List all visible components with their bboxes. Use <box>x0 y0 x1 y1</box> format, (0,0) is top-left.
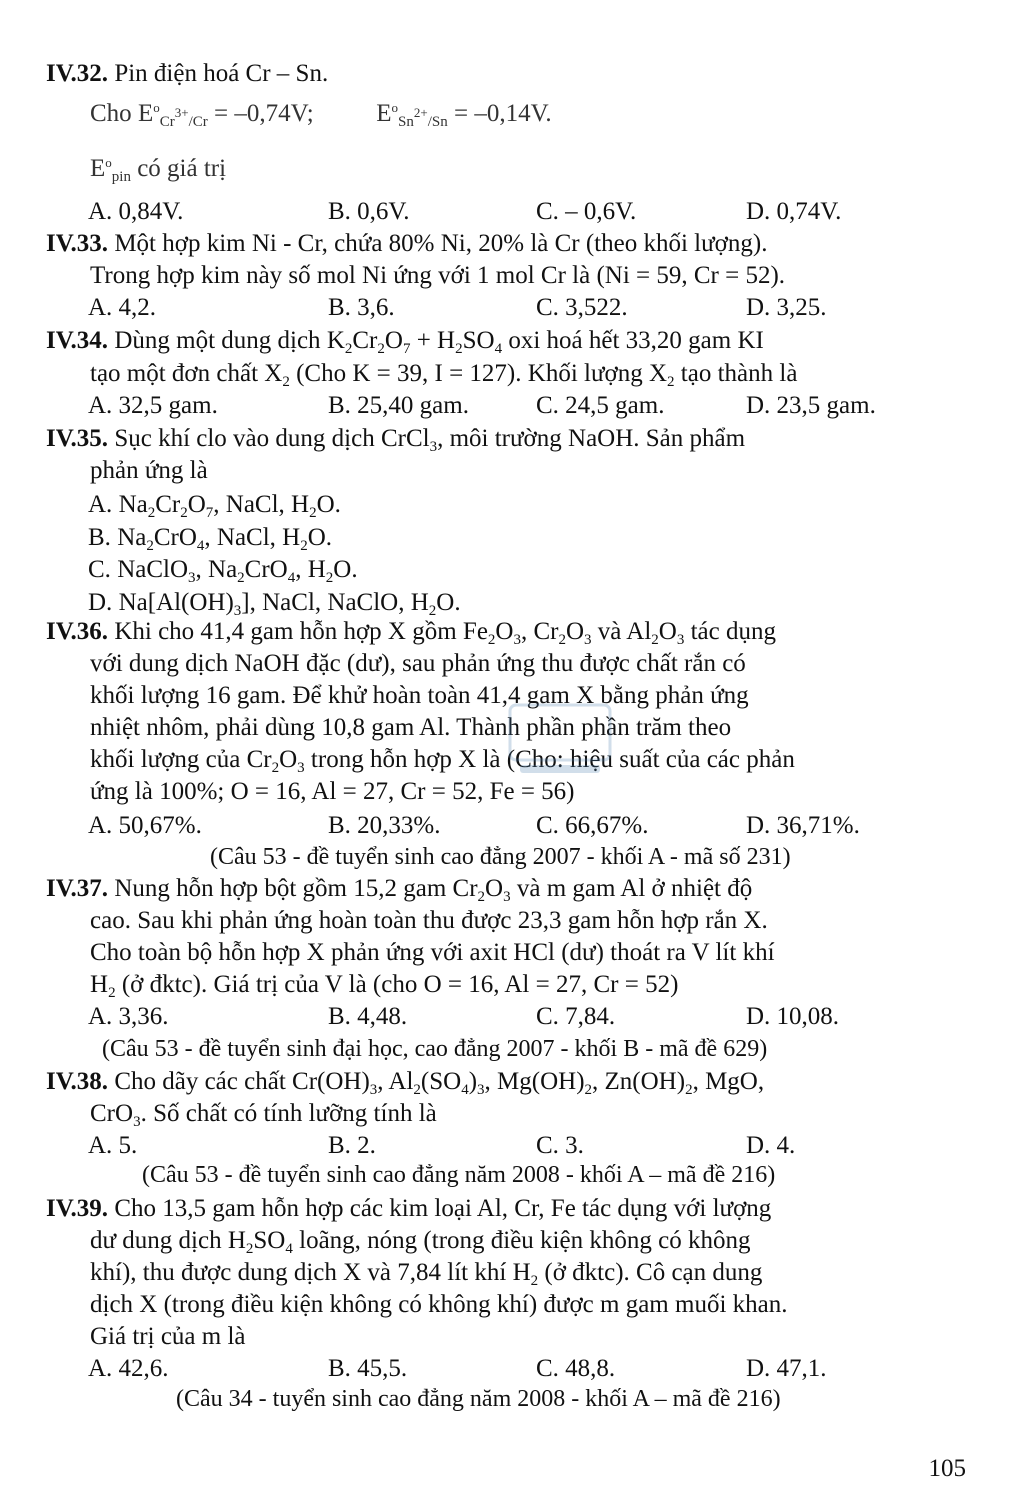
option-a: A. 50,67%. <box>88 812 202 839</box>
option-d: D. 10,08. <box>746 1003 840 1030</box>
question-38-line2: CrO$_3$. Số chất có tính lưỡng tính là <box>90 1100 437 1130</box>
question-38-options <box>88 1132 978 1164</box>
question-37-line4: $H_2$ (ở đktc). Giá trị của V là (cho O = 16, Al = 27, Cr = 52) <box>90 971 679 1001</box>
option-c: C. 48,8. <box>536 1355 616 1382</box>
option-c: C. NaClO$_3$, $Na_2CrO_4$, $H_2O$. <box>88 556 358 586</box>
question-37-line2: cao. Sau khi phản ứng hoàn toàn thu được 23,3 gam hỗn hợp rắn X. <box>90 907 768 934</box>
question-37-line1: IV.37. Nung hỗn hợp bột gồm 15,2 gam $Cr_2O_3$ và m gam Al ở nhiệt độ <box>46 875 753 905</box>
option-c: C. 3. <box>536 1132 584 1159</box>
option-d: D. 3,25. <box>746 294 827 321</box>
question-36-line6: ứng là 100%; O = 16, Al = 27, Cr = 52, Fe = 56) <box>90 778 575 805</box>
question-number: IV.35. <box>46 425 109 452</box>
option-a: A. 32,5 gam. <box>88 392 218 419</box>
question-number: IV.32. <box>46 60 109 87</box>
option-d: D. 36,71%. <box>746 812 860 839</box>
option-d: D. 0,74V. <box>746 198 842 225</box>
question-number: IV.37. <box>46 875 109 902</box>
option-d: D. 23,5 gam. <box>746 392 876 419</box>
question-39-source: (Câu 34 - tuyển sinh cao đẳng năm 2008 - khối A – mã đề 216) <box>176 1386 781 1412</box>
question-34-line1: IV.34. Dùng một dung dịch $K_2Cr_2O_7 + H_2SO_4$ oxi hoá hết 33,20 gam KI <box>46 327 764 357</box>
question-35-options <box>88 489 461 619</box>
question-32-epin: $E^o_{pin}$ có giá trị <box>90 155 227 185</box>
question-32-given: Cho $E^o_{Cr^{3+}/Cr} = -0,74V$; $E^o_{Sn^{2+}/Sn} = -0,14V$. <box>90 100 552 130</box>
question-36-line1: IV.36. Khi cho 41,4 gam hỗn hợp X gồm $Fe_2O_3$, $Cr_2O_3$ và $Al_2O_3$ tác dụng <box>46 618 776 648</box>
question-35-line2: phản ứng là <box>90 457 208 484</box>
watermark-logo-icon <box>505 700 615 780</box>
question-39-options <box>88 1355 978 1387</box>
option-b: B. $Na_2CrO_4$, NaCl, $H_2O$. <box>88 523 333 554</box>
option-c: C. 7,84. <box>536 1003 616 1030</box>
question-39-line3: khí), thu được dung dịch X và 7,84 lít khí $H_2$ (ở đktc). Cô cạn dung <box>90 1259 763 1289</box>
question-36-line2: với dung dịch NaOH đặc (dư), sau phản ứng thu được chất rắn có <box>90 650 746 677</box>
option-a: A. 42,6. <box>88 1355 169 1382</box>
option-b: B. 20,33%. <box>328 812 441 839</box>
question-36-line3: khối lượng 16 gam. Để khử hoàn toàn 41,4 gam X bằng phản ứng <box>90 682 749 709</box>
question-33-options <box>88 294 978 326</box>
page-number: 105 <box>928 1455 966 1482</box>
option-a: A. 0,84V. <box>88 198 184 225</box>
option-c: C. 24,5 gam. <box>536 392 665 419</box>
question-32-options <box>88 198 978 230</box>
option-d: D. 4. <box>746 1132 796 1159</box>
question-38-line1: IV.38. Cho dãy các chất $Cr(OH)_3$, $Al_2(SO_4)_3$, $Mg(OH)_2$, $Zn(OH)_2$, MgO, <box>46 1068 765 1098</box>
option-a: A. 5. <box>88 1132 138 1159</box>
option-b: B. 45,5. <box>328 1355 408 1382</box>
question-33-line2: Trong hợp kim này số mol Ni ứng với 1 mol Cr là (Ni = 59, Cr = 52). <box>90 262 786 289</box>
option-b: B. 3,6. <box>328 294 395 321</box>
question-32-title: IV.32. Pin điện hoá Cr – Sn. <box>46 60 329 87</box>
option-b: B. 4,48. <box>328 1003 408 1030</box>
question-39-line2: dư dung dịch $H_2SO_4$ loãng, nóng (trong điều kiện không có không <box>90 1227 751 1257</box>
question-36-source: (Câu 53 - đề tuyển sinh cao đẳng 2007 - khối A - mã số 231) <box>210 844 791 870</box>
question-36-line5: khối lượng của $Cr_2O_3$ trong hỗn hợp X là (Cho: hiệu suất của các phản <box>90 746 795 776</box>
option-b: B. 2. <box>328 1132 376 1159</box>
question-35-line1: IV.35. Sục khí clo vào dung dịch CrCl$_3$, môi trường NaOH. Sản phẩm <box>46 425 746 455</box>
question-34-line2: tạo một đơn chất $X_2$ (Cho K = 39, I = 127). Khối lượng $X_2$ tạo thành là <box>90 360 798 390</box>
option-b: B. 25,40 gam. <box>328 392 469 419</box>
question-33-line1: IV.33. Một hợp kim Ni - Cr, chứa 80% Ni, 20% là Cr (theo khối lượng). <box>46 230 768 257</box>
option-c: C. 3,522. <box>536 294 628 321</box>
question-37-line3: Cho toàn bộ hỗn hợp X phản ứng với axit HCl (dư) thoát ra V lít khí <box>90 939 775 966</box>
question-39-line5: Giá trị của m là <box>90 1323 246 1350</box>
question-37-source: (Câu 53 - đề tuyển sinh đại học, cao đẳng 2007 - khối B - mã đề 629) <box>102 1036 768 1062</box>
question-36-options <box>88 812 978 844</box>
option-a: A. $Na_2Cr_2O_7$, NaCl, $H_2O$. <box>88 491 341 521</box>
option-a: A. 4,2. <box>88 294 157 321</box>
option-d: D. $Na[Al(OH)_3]$, NaCl, NaClO, $H_2O$. <box>88 588 461 619</box>
question-38-source: (Câu 53 - đề tuyển sinh cao đẳng năm 2008 - khối A – mã đề 216) <box>142 1162 776 1188</box>
option-c: C. – 0,6V. <box>536 198 637 225</box>
option-b: B. 0,6V. <box>328 198 410 225</box>
option-c: C. 66,67%. <box>536 812 649 839</box>
question-37-options <box>88 1003 978 1035</box>
option-d: D. 47,1. <box>746 1355 827 1382</box>
question-number: IV.33. <box>46 230 109 257</box>
question-number: IV.36. <box>46 618 109 645</box>
question-39-line4: dịch X (trong điều kiện không có không khí) được m gam muối khan. <box>90 1291 788 1318</box>
question-36-line4: nhiệt nhôm, phải dùng 10,8 gam Al. Thành phần phần trăm theo <box>90 714 732 741</box>
option-a: A. 3,36. <box>88 1003 169 1030</box>
question-34-options <box>88 392 978 424</box>
question-number: IV.39. <box>46 1195 109 1222</box>
question-number: IV.38. <box>46 1068 109 1095</box>
question-39-line1: IV.39. Cho 13,5 gam hỗn hợp các kim loại Al, Cr, Fe tác dụng với lượng <box>46 1195 772 1222</box>
question-number: IV.34. <box>46 327 109 354</box>
